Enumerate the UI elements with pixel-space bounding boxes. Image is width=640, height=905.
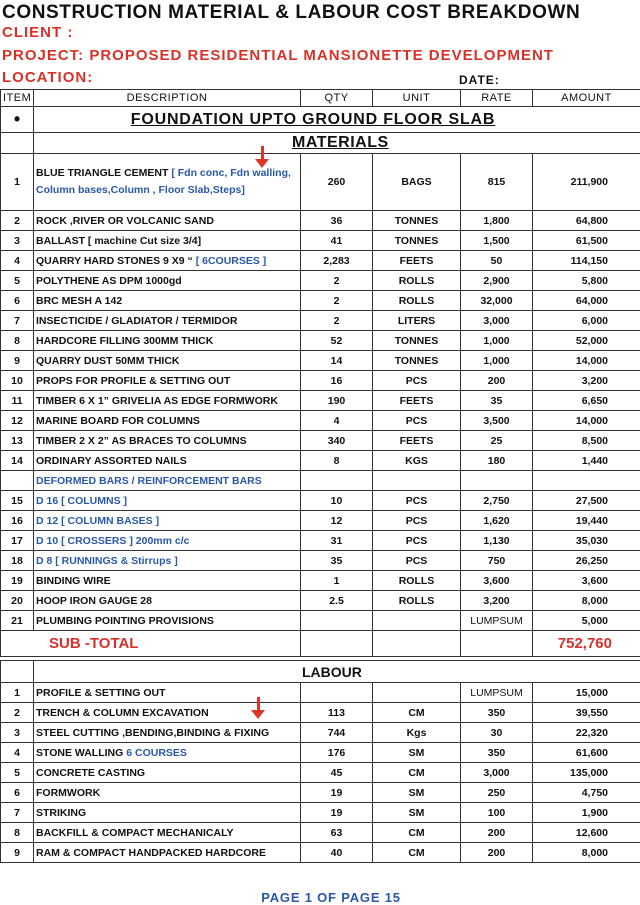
description-text: QUARRY DUST 50MM THICK (36, 354, 180, 367)
unit-value: CM (373, 703, 461, 723)
qty-value: 14 (301, 351, 373, 371)
item-number: 2 (1, 703, 34, 723)
item-number: 17 (1, 531, 34, 551)
qty-value: 36 (301, 211, 373, 231)
rate-value: 200 (461, 371, 533, 391)
item-description (34, 803, 301, 823)
amount-value: 19,440 (533, 511, 640, 531)
qty-value: 16 (301, 371, 373, 391)
materials-title-row (1, 133, 640, 154)
item-number: 9 (1, 351, 34, 371)
qty-value: 40 (301, 843, 373, 863)
amount-value: 135,000 (533, 763, 640, 783)
amount-value: 4,750 (533, 783, 640, 803)
item-description (34, 231, 301, 251)
item-number: 15 (1, 491, 34, 511)
description-text: FORMWORK (36, 786, 101, 799)
amount-value: 64,000 (533, 291, 640, 311)
item-number: 10 (1, 371, 34, 391)
table-row (1, 803, 640, 823)
rate-value: 3,000 (461, 311, 533, 331)
rate-value: 3,600 (461, 571, 533, 591)
unit-value: ROLLS (373, 291, 461, 311)
table-row (1, 683, 640, 703)
amount-col-header: AMOUNT (533, 90, 640, 107)
unit-value: CM (373, 843, 461, 863)
rate-value: 25 (461, 431, 533, 451)
description-text: CONCRETE CASTING (36, 766, 146, 779)
item-number: 2 (1, 211, 34, 231)
amount-value: 27,500 (533, 491, 640, 511)
item-description (34, 723, 301, 743)
table-row (1, 371, 640, 391)
qty-value: 63 (301, 823, 373, 843)
qty-value (301, 683, 373, 703)
qty-value: 2 (301, 291, 373, 311)
amount-value: 6,000 (533, 311, 640, 331)
subtotal-row (1, 631, 640, 657)
rate-value: 3,200 (461, 591, 533, 611)
empty-cell (461, 471, 533, 491)
description-text: QUARRY HARD STONES 9 X9 “ (36, 254, 196, 267)
unit-value: ROLLS (373, 271, 461, 291)
unit-value: PCS (373, 411, 461, 431)
rate-value: 750 (461, 551, 533, 571)
unit-value: PCS (373, 511, 461, 531)
empty-cell (373, 471, 461, 491)
materials-title: MATERIALS (34, 133, 640, 154)
amount-value: 22,320 (533, 723, 640, 743)
item-number: 5 (1, 763, 34, 783)
unit-value: LITERS (373, 311, 461, 331)
description-text: BACKFILL & COMPACT MECHANICALY (36, 826, 234, 839)
unit-value: CM (373, 763, 461, 783)
section-title-row (1, 107, 640, 133)
item-number: 3 (1, 231, 34, 251)
item-description (34, 783, 301, 803)
amount-value: 6,650 (533, 391, 640, 411)
qty-value: 31 (301, 531, 373, 551)
rate-value: 30 (461, 723, 533, 743)
table-row (1, 291, 640, 311)
item-number: 20 (1, 591, 34, 611)
amount-value: 114,150 (533, 251, 640, 271)
empty-cell (301, 631, 373, 657)
unit-value: BAGS (373, 154, 461, 211)
bars-heading: DEFORMED BARS / REINFORCEMENT BARS (34, 471, 301, 491)
description-text: HARDCORE FILLING 300MM THICK (36, 334, 214, 347)
qty-value: 8 (301, 451, 373, 471)
qty-value: 12 (301, 511, 373, 531)
rate-value: 1,620 (461, 511, 533, 531)
qty-value: 52 (301, 331, 373, 351)
amount-value: 15,000 (533, 683, 640, 703)
rate-value: LUMPSUM (461, 683, 533, 703)
qty-value: 2,283 (301, 251, 373, 271)
item-number: 16 (1, 511, 34, 531)
item-description: BINDING WIRE (34, 571, 301, 591)
qty-value: 2 (301, 271, 373, 291)
description-text: STEEL CUTTING ,BENDING,BINDING & FIXING (36, 726, 270, 739)
table-row (1, 823, 640, 843)
table-row (1, 763, 640, 783)
description-text: TIMBER 6 X 1” GRIVELIA AS EDGE FORMWORK (36, 394, 278, 407)
description-text: POLYTHENE AS DPM 1000gd (36, 274, 182, 287)
item-description (34, 763, 301, 783)
amount-value: 1,900 (533, 803, 640, 823)
amount-value: 64,800 (533, 211, 640, 231)
item-description (34, 411, 301, 431)
qty-value: 113 (301, 703, 373, 723)
unit-value: KGS (373, 451, 461, 471)
rate-value: 1,130 (461, 531, 533, 551)
rate-value: 35 (461, 391, 533, 411)
description-text: ROCK ,RIVER OR VOLCANIC SAND (36, 214, 214, 227)
table-row (1, 491, 640, 511)
qty-value: 45 (301, 763, 373, 783)
amount-value: 61,500 (533, 231, 640, 251)
item-description (34, 823, 301, 843)
table-row (1, 271, 640, 291)
unit-value: TONNES (373, 231, 461, 251)
item-number: 18 (1, 551, 34, 571)
amount-value: 12,600 (533, 823, 640, 843)
unit-value: SM (373, 803, 461, 823)
empty-cell (373, 631, 461, 657)
table-row (1, 783, 640, 803)
qty-value: 19 (301, 803, 373, 823)
qty-value: 340 (301, 431, 373, 451)
rate-value: 50 (461, 251, 533, 271)
table-row (1, 611, 640, 631)
description-text: MARINE BOARD FOR COLUMNS (36, 414, 200, 427)
item-number: 7 (1, 803, 34, 823)
item-description (34, 211, 301, 231)
table-row (1, 511, 640, 531)
description-text: BLUE TRIANGLE CEMENT (36, 167, 172, 179)
empty-cell (301, 471, 373, 491)
description-text: PROFILE & SETTING OUT (36, 686, 166, 699)
bars-heading-row (1, 471, 640, 491)
amount-value: 14,000 (533, 351, 640, 371)
unit-value: ROLLS (373, 571, 461, 591)
item-number: 8 (1, 331, 34, 351)
amount-value: 5,000 (533, 611, 640, 631)
table-row (1, 154, 640, 211)
amount-value: 3,600 (533, 571, 640, 591)
description-note: [ 6COURSES ] (195, 254, 267, 267)
amount-value: 5,800 (533, 271, 640, 291)
item-description: D 10 [ CROSSERS ] 200mm c/c (34, 531, 301, 551)
description-text: INSECTICIDE / GLADIATOR / TERMIDOR (36, 314, 238, 327)
amount-value: 1,440 (533, 451, 640, 471)
cost-table (0, 89, 640, 863)
item-number: 5 (1, 271, 34, 291)
description-text: TIMBER 2 X 2” AS BRACES TO COLUMNS (36, 434, 247, 447)
item-description: D 16 [ COLUMNS ] (34, 491, 301, 511)
unit-value: Kgs (373, 723, 461, 743)
unit-value: PCS (373, 531, 461, 551)
item-description (34, 451, 301, 471)
amount-value: 3,200 (533, 371, 640, 391)
item-number: 14 (1, 451, 34, 471)
rate-value: 32,000 (461, 291, 533, 311)
qty-value: 190 (301, 391, 373, 411)
client-label: CLIENT : (2, 24, 74, 41)
table-row (1, 571, 640, 591)
item-description (34, 743, 301, 763)
table-row (1, 723, 640, 743)
rate-value: 180 (461, 451, 533, 471)
document-title: CONSTRUCTION MATERIAL & LABOUR COST BREAKDOWN (2, 2, 581, 23)
description-col-header: DESCRIPTION (34, 90, 301, 107)
item-description (34, 331, 301, 351)
item-number: 3 (1, 723, 34, 743)
qty-value: 2 (301, 311, 373, 331)
amount-value: 8,000 (533, 843, 640, 863)
rate-value: 200 (461, 843, 533, 863)
item-description (34, 271, 301, 291)
qty-value: 10 (301, 491, 373, 511)
item-number: 12 (1, 411, 34, 431)
rate-value: 2,900 (461, 271, 533, 291)
amount-value: 8,500 (533, 431, 640, 451)
table-row (1, 591, 640, 611)
rate-value: 350 (461, 743, 533, 763)
description-text: RAM & COMPACT HANDPACKED HARDCORE (36, 846, 267, 859)
rate-value: 250 (461, 783, 533, 803)
table-row (1, 391, 640, 411)
amount-value: 39,550 (533, 703, 640, 723)
qty-value: 1 (301, 571, 373, 591)
rate-value: 3,500 (461, 411, 533, 431)
rate-value: 1,000 (461, 351, 533, 371)
qty-value: 19 (301, 783, 373, 803)
item-description (34, 311, 301, 331)
table-row (1, 231, 640, 251)
table-row (1, 311, 640, 331)
item-number: 21 (1, 611, 34, 631)
unit-value: TONNES (373, 331, 461, 351)
empty-cell (533, 471, 640, 491)
item-description (34, 291, 301, 311)
unit-value (373, 611, 461, 631)
table-row (1, 531, 640, 551)
unit-value: TONNES (373, 211, 461, 231)
unit-value: CM (373, 823, 461, 843)
description-note: 6 COURSES (126, 746, 187, 759)
amount-value: 26,250 (533, 551, 640, 571)
section-title: FOUNDATION UPTO GROUND FLOOR SLAB (34, 107, 640, 133)
item-description (34, 431, 301, 451)
item-number: 8 (1, 823, 34, 843)
table-row (1, 703, 640, 723)
qty-value: 35 (301, 551, 373, 571)
item-number: 6 (1, 291, 34, 311)
description-text: STRIKING (36, 806, 87, 819)
qty-col-header: QTY (301, 90, 373, 107)
item-number: 19 (1, 571, 34, 591)
table-row (1, 431, 640, 451)
item-number: 1 (1, 154, 34, 211)
rate-value: 200 (461, 823, 533, 843)
amount-value: 52,000 (533, 331, 640, 351)
item-number: 4 (1, 743, 34, 763)
location-label: LOCATION: (2, 69, 94, 86)
labour-title-row (1, 661, 640, 683)
unit-value: PCS (373, 491, 461, 511)
date-label: DATE: (459, 73, 500, 87)
unit-col-header: UNIT (373, 90, 461, 107)
item-description: HOOP IRON GAUGE 28 (34, 591, 301, 611)
qty-value (301, 611, 373, 631)
description-text: BALLAST [ machine Cut size 3/4] (36, 234, 202, 247)
item-number: 11 (1, 391, 34, 411)
unit-value: ROLLS (373, 591, 461, 611)
qty-value: 176 (301, 743, 373, 763)
table-row (1, 211, 640, 231)
rate-value: 1,800 (461, 211, 533, 231)
arrow-down-icon (255, 146, 269, 170)
qty-value: 4 (301, 411, 373, 431)
item-description: PLUMBING POINTING PROVISIONS (34, 611, 301, 631)
table-row (1, 551, 640, 571)
table-row (1, 331, 640, 351)
amount-value: 211,900 (533, 154, 640, 211)
unit-value: SM (373, 783, 461, 803)
unit-value: FEETS (373, 431, 461, 451)
rate-value: 815 (461, 154, 533, 211)
subtotal-label: SUB -TOTAL (1, 631, 301, 657)
item-description: D 8 [ RUNNINGS & Stirrups ] (34, 551, 301, 571)
table-row (1, 843, 640, 863)
section-bullet: • (1, 107, 34, 133)
rate-col-header: RATE (461, 90, 533, 107)
amount-value: 61,600 (533, 743, 640, 763)
table-row (1, 451, 640, 471)
item-description: D 12 [ COLUMN BASES ] (34, 511, 301, 531)
empty-cell (1, 661, 34, 683)
rate-value: 1,000 (461, 331, 533, 351)
item-description (34, 251, 301, 271)
page-footer: PAGE 1 OF PAGE 15 (261, 890, 401, 905)
empty-cell (461, 631, 533, 657)
table-row (1, 411, 640, 431)
table-row (1, 743, 640, 763)
qty-value: 2.5 (301, 591, 373, 611)
column-header-row (1, 90, 640, 107)
qty-value: 41 (301, 231, 373, 251)
description-text: BRC MESH A 142 (36, 294, 123, 307)
item-number: 4 (1, 251, 34, 271)
item-number: 6 (1, 783, 34, 803)
arrow-down-icon (251, 697, 265, 721)
description-text: PROPS FOR PROFILE & SETTING OUT (36, 374, 231, 387)
amount-value: 8,000 (533, 591, 640, 611)
description-note: [ Fdn conc, Fdn walling, Column bases,Column , Floor Slab,Steps] (36, 167, 291, 196)
rate-value: 1,500 (461, 231, 533, 251)
rate-value: 3,000 (461, 763, 533, 783)
item-number: 13 (1, 431, 34, 451)
description-text: ORDINARY ASSORTED NAILS (36, 454, 187, 467)
description-text: TRENCH & COLUMN EXCAVATION (36, 706, 209, 719)
item-col-header: ITEM (1, 90, 34, 107)
empty-cell (1, 133, 34, 154)
rate-value: 100 (461, 803, 533, 823)
amount-value: 14,000 (533, 411, 640, 431)
description-text: STONE WALLING (36, 746, 127, 759)
item-description (34, 351, 301, 371)
project-label: PROJECT: PROPOSED RESIDENTIAL MANSIONETTE DEVELOPMENT (2, 47, 554, 64)
unit-value: FEETS (373, 251, 461, 271)
qty-value: 260 (301, 154, 373, 211)
item-number: 9 (1, 843, 34, 863)
item-number: 7 (1, 311, 34, 331)
amount-value: 35,030 (533, 531, 640, 551)
rate-value: 2,750 (461, 491, 533, 511)
unit-value (373, 683, 461, 703)
unit-value: FEETS (373, 391, 461, 411)
subtotal-value: 752,760 (533, 631, 640, 657)
item-number: 1 (1, 683, 34, 703)
item-description (34, 843, 301, 863)
unit-value: TONNES (373, 351, 461, 371)
unit-value: PCS (373, 371, 461, 391)
table-row (1, 251, 640, 271)
rate-value: LUMPSUM (461, 611, 533, 631)
unit-value: SM (373, 743, 461, 763)
item-description (34, 371, 301, 391)
rate-value: 350 (461, 703, 533, 723)
table-row (1, 351, 640, 371)
empty-cell (1, 471, 34, 491)
item-description (34, 391, 301, 411)
unit-value: PCS (373, 551, 461, 571)
labour-title: LABOUR (34, 661, 640, 683)
qty-value: 744 (301, 723, 373, 743)
